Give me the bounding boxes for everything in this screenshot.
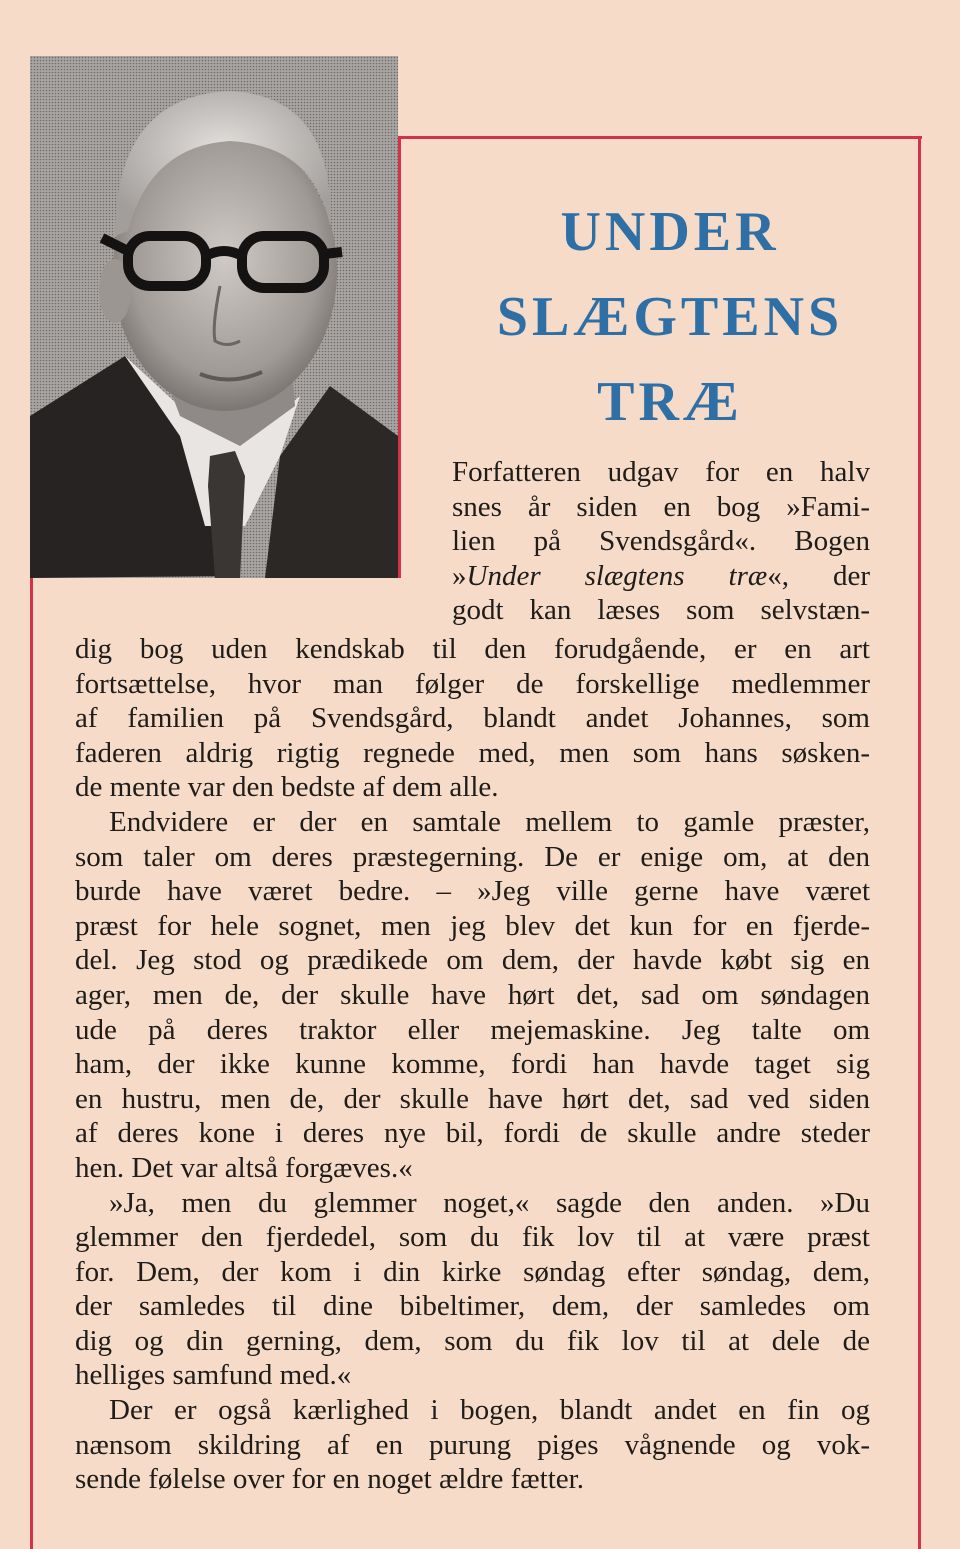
text-line: Der er også kærlighed i bogen, blandt andet en fin og bbox=[109, 1394, 870, 1427]
title-line-1: UNDER bbox=[560, 201, 780, 263]
blurb-body bbox=[75, 632, 870, 1497]
text-line: helliges samfund med.« bbox=[75, 1359, 352, 1392]
text-line: dig bog uden kendskab til den forudgående, er en art bbox=[75, 633, 870, 665]
text-line: lien på Svendsgård«. Bogen bbox=[452, 525, 870, 558]
text-line: glemmer den fjerdedel, som du fik lov til at være præst bbox=[75, 1221, 870, 1254]
text-line: der samledes til dine bibeltimer, dem, der samledes om bbox=[75, 1290, 870, 1323]
author-photo bbox=[30, 56, 398, 578]
text-line-italic: »Under slægtens træ«, der bbox=[452, 559, 871, 592]
title-line-3: TRÆ bbox=[597, 371, 743, 433]
frame-border-left bbox=[30, 576, 33, 1549]
text-line: burde have været bedre. – »Jeg ville gerne have været bbox=[75, 875, 870, 908]
text-line: godt kan læses som selvstæn- bbox=[452, 594, 870, 627]
text-line: ham, der ikke kunne komme, fordi han havde taget sig bbox=[75, 1048, 870, 1081]
frame-border-top bbox=[398, 136, 922, 139]
text-line: en hustru, men de, der skulle have hørt det, sad ved siden bbox=[75, 1082, 870, 1115]
frame-border-left-upper bbox=[398, 136, 401, 578]
text-line: af deres kone i deres nye bil, fordi de skulle andre steder bbox=[75, 1117, 870, 1150]
text-line: de mente var den bedste af dem alle. bbox=[75, 771, 499, 804]
text-line: del. Jeg stod og prædikede om dem, der havde købt sig en bbox=[75, 944, 870, 977]
text-line: dig og din gerning, dem, som du fik lov til at dele de bbox=[75, 1324, 870, 1357]
text-line: præst for hele sognet, men jeg blev det kun for en fjerde- bbox=[75, 909, 870, 942]
text-line: for. Dem, der kom i din kirke søndag efter søndag, dem, bbox=[75, 1255, 870, 1288]
text-line: snes år siden en bog »Fami- bbox=[452, 490, 870, 523]
text-line: ager, men de, der skulle have hørt det, sad om søndagen bbox=[75, 978, 870, 1011]
text-line: ude på deres traktor eller mejemaskine. Jeg talte om bbox=[75, 1013, 870, 1046]
text-line: »Ja, men du glemmer noget,« sagde den anden. »Du bbox=[109, 1186, 870, 1219]
book-title bbox=[420, 190, 920, 445]
title-line-2: SLÆGTENS bbox=[496, 286, 844, 348]
blurb-intro bbox=[452, 455, 870, 628]
text-line: sende følelse over for en noget ældre fætter. bbox=[75, 1463, 584, 1496]
text-line: som taler om deres præstegerning. De er enige om, at den bbox=[75, 840, 870, 873]
text-line: faderen aldrig rigtig regnede med, men som hans søsken- bbox=[75, 736, 870, 769]
text-line: Endvidere er der en samtale mellem to gamle præster, bbox=[109, 805, 870, 838]
text-line: Forfatteren udgav for en halv bbox=[452, 456, 870, 488]
text-line: hen. Det var altså forgæves.« bbox=[75, 1151, 413, 1184]
text-line: af familien på Svendsgård, blandt andet Johannes, som bbox=[75, 702, 870, 735]
text-line: fortsættelse, hvor man følger de forskellige medlemmer bbox=[75, 667, 870, 700]
text-line: nænsom skildring af en purung piges vågnende og vok- bbox=[75, 1428, 870, 1461]
